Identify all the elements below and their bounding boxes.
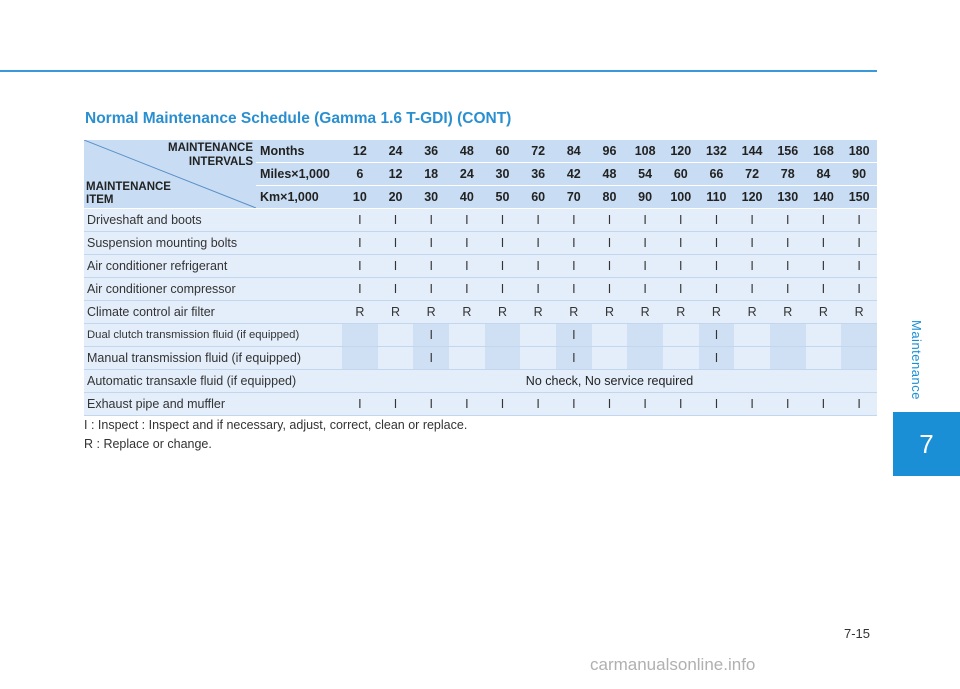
schedule-cell: I [485, 278, 521, 301]
header-value-cell: 90 [841, 163, 877, 186]
schedule-cell: I [342, 255, 378, 278]
schedule-cell: I [806, 255, 842, 278]
header-label: Km×1,000 [256, 186, 342, 209]
header-value-cell: 108 [627, 140, 663, 163]
header-value-cell: 120 [734, 186, 770, 209]
schedule-cell: I [378, 393, 414, 416]
schedule-cell: I [449, 209, 485, 232]
schedule-cell [342, 324, 378, 347]
header-value-cell: 66 [699, 163, 735, 186]
chapter-number: 7 [893, 412, 960, 476]
header-value-cell: 60 [663, 163, 699, 186]
schedule-cell: I [520, 255, 556, 278]
schedule-cell: I [627, 255, 663, 278]
note-inspect: I : Inspect : Inspect and if necessary, adjust, correct, clean or replace. [84, 418, 468, 432]
schedule-cell [592, 324, 628, 347]
schedule-cell: I [413, 347, 449, 370]
schedule-cell [663, 347, 699, 370]
schedule-cell: I [413, 232, 449, 255]
schedule-cell: R [734, 301, 770, 324]
schedule-cell [485, 324, 521, 347]
item-name-cell: Air conditioner compressor [84, 278, 342, 301]
schedule-cell: I [556, 209, 592, 232]
schedule-cell: I [806, 209, 842, 232]
header-value-cell: 120 [663, 140, 699, 163]
header-value-cell: 30 [485, 163, 521, 186]
schedule-cell: I [663, 278, 699, 301]
header-value-cell: 140 [806, 186, 842, 209]
note-replace: R : Replace or change. [84, 437, 212, 451]
header-value-cell: 18 [413, 163, 449, 186]
schedule-cell: I [485, 209, 521, 232]
schedule-cell: I [449, 393, 485, 416]
schedule-cell: I [663, 232, 699, 255]
schedule-cell: R [627, 301, 663, 324]
header-value-cell: 180 [841, 140, 877, 163]
schedule-cell [378, 347, 414, 370]
schedule-cell: R [770, 301, 806, 324]
schedule-cell: I [485, 393, 521, 416]
schedule-cell: I [485, 232, 521, 255]
schedule-cell: I [556, 347, 592, 370]
schedule-cell: I [663, 255, 699, 278]
schedule-cell: R [592, 301, 628, 324]
header-value-cell: 144 [734, 140, 770, 163]
header-value-cell: 72 [520, 140, 556, 163]
header-value-cell: 12 [378, 163, 414, 186]
schedule-cell [734, 347, 770, 370]
schedule-cell: I [806, 393, 842, 416]
header-value-cell: 150 [841, 186, 877, 209]
schedule-cell: I [378, 209, 414, 232]
header-value-cell: 156 [770, 140, 806, 163]
schedule-cell: R [449, 301, 485, 324]
schedule-cell: I [342, 232, 378, 255]
header-value-cell: 130 [770, 186, 806, 209]
header-value-cell: 10 [342, 186, 378, 209]
schedule-cell [806, 347, 842, 370]
corner-item-line-1: MAINTENANCE [86, 181, 171, 193]
schedule-cell: I [592, 209, 628, 232]
legend-notes [84, 416, 467, 454]
schedule-cell: I [413, 393, 449, 416]
schedule-cell: I [592, 278, 628, 301]
schedule-cell: I [841, 255, 877, 278]
schedule-cell: I [378, 232, 414, 255]
schedule-cell [806, 324, 842, 347]
schedule-cell: I [699, 209, 735, 232]
item-name-cell: Manual transmission fluid (if equipped) [84, 347, 342, 370]
schedule-cell: I [413, 324, 449, 347]
schedule-cell: I [734, 232, 770, 255]
schedule-cell: R [413, 301, 449, 324]
schedule-cell: I [734, 209, 770, 232]
schedule-cell: I [699, 393, 735, 416]
schedule-cell: I [342, 209, 378, 232]
schedule-cell: I [592, 232, 628, 255]
table-row [84, 370, 877, 393]
schedule-cell: I [841, 209, 877, 232]
schedule-cell: R [378, 301, 414, 324]
schedule-cell [592, 347, 628, 370]
schedule-cell [770, 347, 806, 370]
schedule-cell: I [699, 232, 735, 255]
schedule-cell: I [413, 209, 449, 232]
schedule-cell: R [520, 301, 556, 324]
table-row [84, 232, 877, 255]
schedule-cell: I [699, 324, 735, 347]
header-value-cell: 96 [592, 140, 628, 163]
header-value-cell: 72 [734, 163, 770, 186]
table-row [84, 301, 877, 324]
schedule-cell: I [449, 255, 485, 278]
header-value-cell: 84 [556, 140, 592, 163]
schedule-cell: I [770, 209, 806, 232]
schedule-cell: I [413, 255, 449, 278]
schedule-cell: I [841, 278, 877, 301]
schedule-cell: I [342, 278, 378, 301]
header-value-cell: 24 [449, 163, 485, 186]
page-title: Normal Maintenance Schedule (Gamma 1.6 T-GDI) (CONT) [85, 110, 512, 127]
top-rule [0, 70, 877, 72]
table-row [84, 324, 877, 347]
header-value-cell: 110 [699, 186, 735, 209]
schedule-cell [841, 347, 877, 370]
header-value-cell: 36 [520, 163, 556, 186]
table-corner-cell [84, 140, 256, 209]
item-name-cell: Exhaust pipe and muffler [84, 393, 342, 416]
header-value-cell: 168 [806, 140, 842, 163]
schedule-cell: I [413, 278, 449, 301]
item-name-cell: Air conditioner refrigerant [84, 255, 342, 278]
schedule-cell: I [556, 393, 592, 416]
item-name-cell: Driveshaft and boots [84, 209, 342, 232]
header-value-cell: 40 [449, 186, 485, 209]
header-value-cell: 70 [556, 186, 592, 209]
schedule-cell [770, 324, 806, 347]
header-value-cell: 90 [627, 186, 663, 209]
schedule-cell [627, 324, 663, 347]
schedule-cell: I [556, 324, 592, 347]
schedule-cell: I [378, 278, 414, 301]
schedule-cell: I [342, 393, 378, 416]
header-value-cell: 30 [413, 186, 449, 209]
schedule-cell: I [734, 255, 770, 278]
table-row [84, 255, 877, 278]
schedule-cell: I [734, 393, 770, 416]
corner-intervals-line-2: INTERVALS [188, 156, 254, 168]
header-value-cell: 48 [449, 140, 485, 163]
header-value-cell: 60 [485, 140, 521, 163]
schedule-cell: R [556, 301, 592, 324]
schedule-cell [663, 324, 699, 347]
schedule-cell: I [556, 255, 592, 278]
schedule-cell: R [699, 301, 735, 324]
header-value-cell: 48 [592, 163, 628, 186]
schedule-cell: I [806, 232, 842, 255]
schedule-cell: I [841, 232, 877, 255]
schedule-cell [378, 324, 414, 347]
schedule-cell: I [485, 255, 521, 278]
schedule-cell: I [627, 393, 663, 416]
item-name-cell: Suspension mounting bolts [84, 232, 342, 255]
header-value-cell: 50 [485, 186, 521, 209]
schedule-cell: I [627, 209, 663, 232]
schedule-cell [342, 347, 378, 370]
schedule-cell: I [770, 232, 806, 255]
schedule-cell: I [378, 255, 414, 278]
schedule-cell: I [449, 278, 485, 301]
schedule-cell: I [592, 393, 628, 416]
schedule-cell: R [841, 301, 877, 324]
watermark: carmanualsonline.info [590, 655, 756, 674]
schedule-cell: I [556, 232, 592, 255]
schedule-cell: R [806, 301, 842, 324]
header-value-cell: 6 [342, 163, 378, 186]
corner-item-label [86, 181, 171, 207]
schedule-cell: I [841, 393, 877, 416]
corner-intervals-label [168, 141, 253, 169]
table-row [84, 393, 877, 416]
schedule-cell: R [663, 301, 699, 324]
schedule-cell: I [663, 393, 699, 416]
header-value-cell: 132 [699, 140, 735, 163]
header-value-cell: 24 [378, 140, 414, 163]
item-name-cell: Automatic transaxle fluid (if equipped) [84, 370, 342, 393]
schedule-cell: I [627, 232, 663, 255]
table-row [84, 347, 877, 370]
table-row [84, 209, 877, 232]
schedule-cell: I [699, 255, 735, 278]
header-value-cell: 60 [520, 186, 556, 209]
schedule-cell: I [449, 232, 485, 255]
schedule-cell [449, 324, 485, 347]
schedule-cell: I [556, 278, 592, 301]
schedule-cell: I [520, 232, 556, 255]
page-number: 7-15 [844, 626, 871, 641]
schedule-cell: I [520, 393, 556, 416]
schedule-cell: I [806, 278, 842, 301]
header-value-cell: 100 [663, 186, 699, 209]
span-note-cell: No check, No service required [342, 370, 877, 393]
schedule-cell: R [485, 301, 521, 324]
schedule-cell [449, 347, 485, 370]
schedule-cell: I [520, 278, 556, 301]
schedule-cell: I [734, 278, 770, 301]
header-label: Months [256, 140, 342, 163]
schedule-cell: I [699, 278, 735, 301]
header-value-cell: 42 [556, 163, 592, 186]
corner-intervals-line-1: MAINTENANCE [168, 142, 254, 154]
header-value-cell: 20 [378, 186, 414, 209]
schedule-cell [520, 347, 556, 370]
schedule-cell [841, 324, 877, 347]
table-row [84, 278, 877, 301]
schedule-cell: I [592, 255, 628, 278]
header-value-cell: 12 [342, 140, 378, 163]
schedule-cell: R [342, 301, 378, 324]
header-label: Miles×1,000 [256, 163, 342, 186]
schedule-cell [520, 324, 556, 347]
corner-item-line-2: ITEM [86, 194, 114, 206]
schedule-cell: I [663, 209, 699, 232]
schedule-cell [627, 347, 663, 370]
header-row-months [84, 140, 877, 163]
item-name-cell: Dual clutch transmission fluid (if equipped) [84, 324, 342, 347]
header-value-cell: 36 [413, 140, 449, 163]
schedule-cell: I [770, 255, 806, 278]
schedule-cell [485, 347, 521, 370]
header-value-cell: 84 [806, 163, 842, 186]
header-value-cell: 54 [627, 163, 663, 186]
schedule-cell: I [770, 278, 806, 301]
schedule-cell [734, 324, 770, 347]
schedule-cell: I [520, 209, 556, 232]
schedule-cell: I [699, 347, 735, 370]
schedule-cell: I [627, 278, 663, 301]
schedule-cell: I [770, 393, 806, 416]
item-name-cell: Climate control air filter [84, 301, 342, 324]
header-value-cell: 78 [770, 163, 806, 186]
section-label: Maintenance [909, 320, 924, 400]
maintenance-schedule-table [84, 140, 877, 416]
header-value-cell: 80 [592, 186, 628, 209]
